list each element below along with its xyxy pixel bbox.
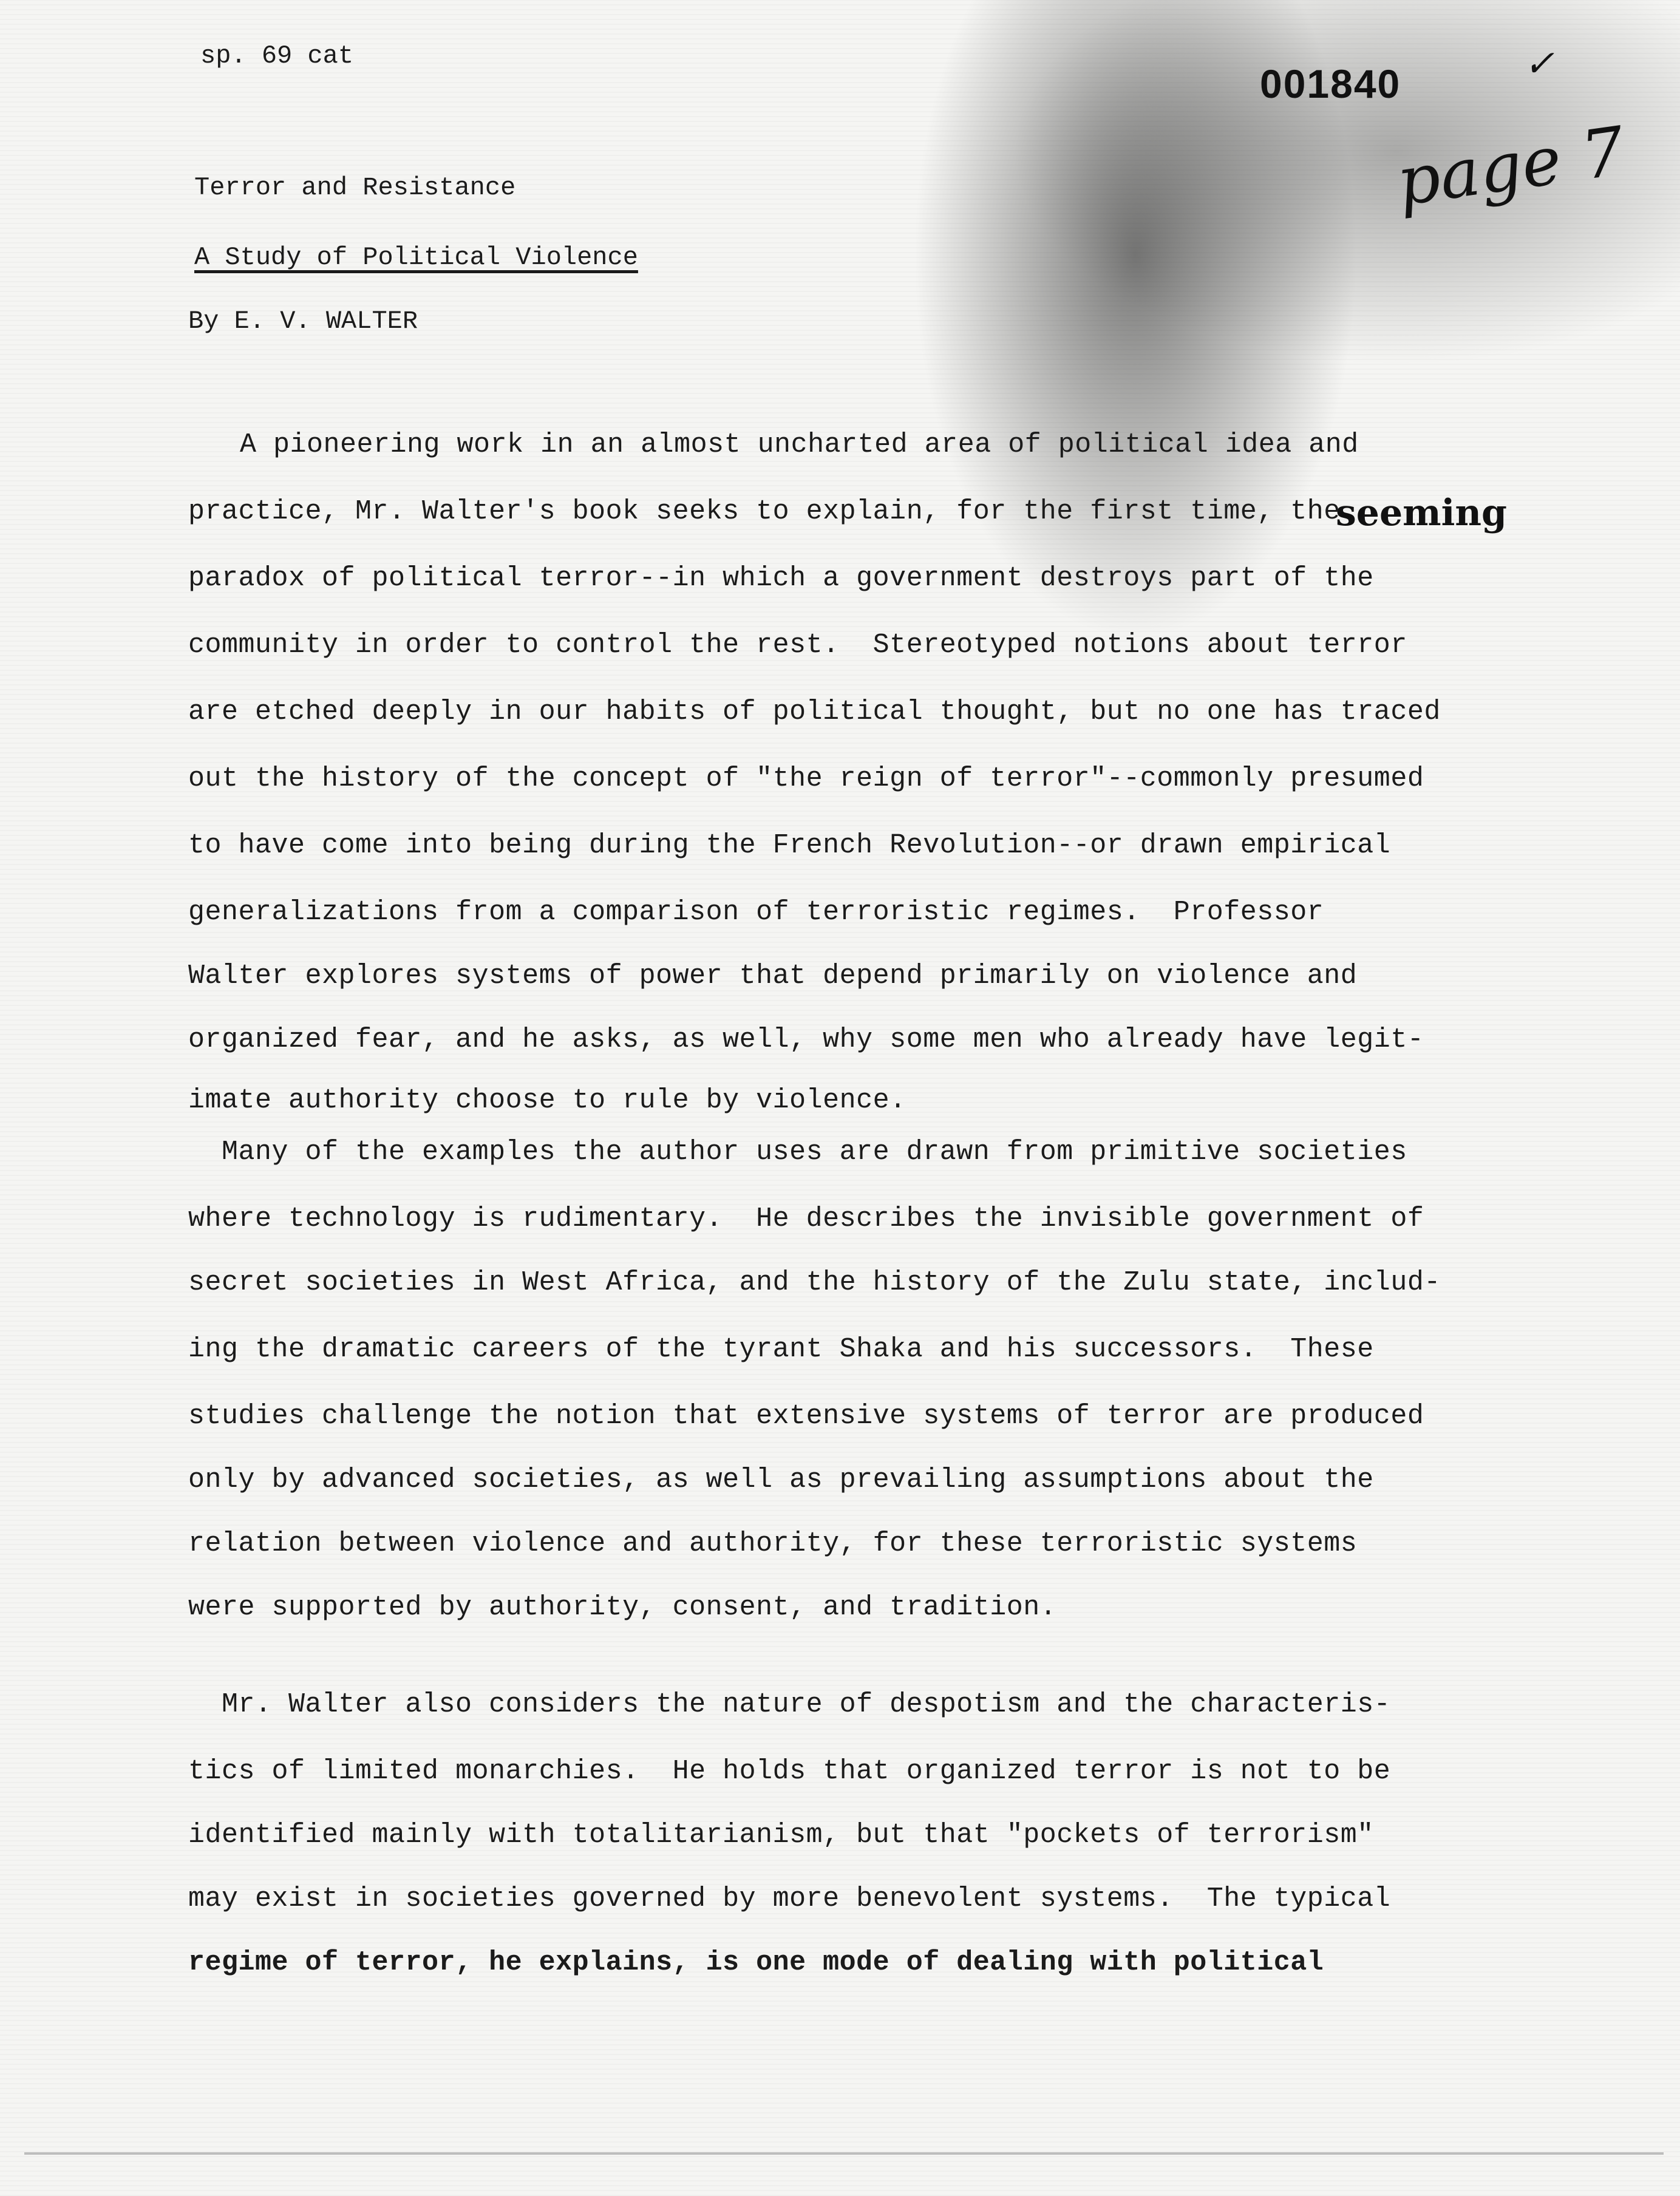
text-line: secret societies in West Africa, and the history of the Zulu state, includ- (188, 1267, 1441, 1298)
text-line: regime of terror, he explains, is one mode of dealing with political (188, 1947, 1324, 1978)
text-line: where technology is rudimentary. He describes the invisible government of (188, 1203, 1424, 1234)
document-author: By E. V. WALTER (188, 307, 418, 336)
text-line: out the history of the concept of "the reign of terror"--commonly presumed (188, 763, 1424, 794)
document-number: 001840 (1260, 61, 1401, 106)
handwritten-insert: seeming (1336, 492, 1507, 534)
text-line: to have come into being during the French Revolution--or drawn empirical (188, 830, 1391, 861)
text-line: imate authority choose to rule by violence. (188, 1085, 906, 1116)
text-line: were supported by authority, consent, and tradition. (188, 1592, 1057, 1623)
text-line: paradox of political terror--in which a government destroys part of the (188, 563, 1374, 594)
text-line: ing the dramatic careers of the tyrant Shaka and his successors. These (188, 1334, 1374, 1365)
document-title: Terror and Resistance (194, 173, 516, 202)
text-line: organized fear, and he asks, as well, why some men who already have legit- (188, 1024, 1424, 1055)
text-line: Walter explores systems of power that depend primarily on violence and (188, 960, 1358, 991)
text-line: tics of limited monarchies. He holds that organized terror is not to be (188, 1756, 1391, 1787)
text-line: generalizations from a comparison of terroristic regimes. Professor (188, 897, 1324, 928)
page-edge (24, 2152, 1664, 2155)
text-line: Many of the examples the author uses are drawn from primitive societies (222, 1137, 1407, 1168)
text-line: A pioneering work in an almost uncharted area of political idea and (240, 429, 1359, 460)
text-line: community in order to control the rest. Stereotyped notions about terror (188, 630, 1407, 661)
text-line: practice, Mr. Walter's book seeks to explain, for the first time, the (188, 496, 1341, 527)
handwritten-mark: ✓ (1524, 42, 1555, 85)
text-line: Mr. Walter also considers the nature of despotism and the characteris- (222, 1689, 1391, 1720)
text-line: studies challenge the notion that extensive systems of terror are produced (188, 1401, 1424, 1432)
catalog-note: sp. 69 cat (200, 41, 354, 70)
text-line: are etched deeply in our habits of political thought, but no one has traced (188, 696, 1441, 727)
handwritten-page-number: page 7 (1392, 112, 1630, 221)
text-line: may exist in societies governed by more benevolent systems. The typical (188, 1883, 1391, 1914)
text-line: identified mainly with totalitarianism, but that "pockets of terrorism" (188, 1820, 1374, 1851)
document-subtitle: A Study of Political Violence (194, 243, 638, 272)
text-line: only by advanced societies, as well as prevailing assumptions about the (188, 1464, 1374, 1495)
text-line: relation between violence and authority, for these terroristic systems (188, 1528, 1358, 1559)
